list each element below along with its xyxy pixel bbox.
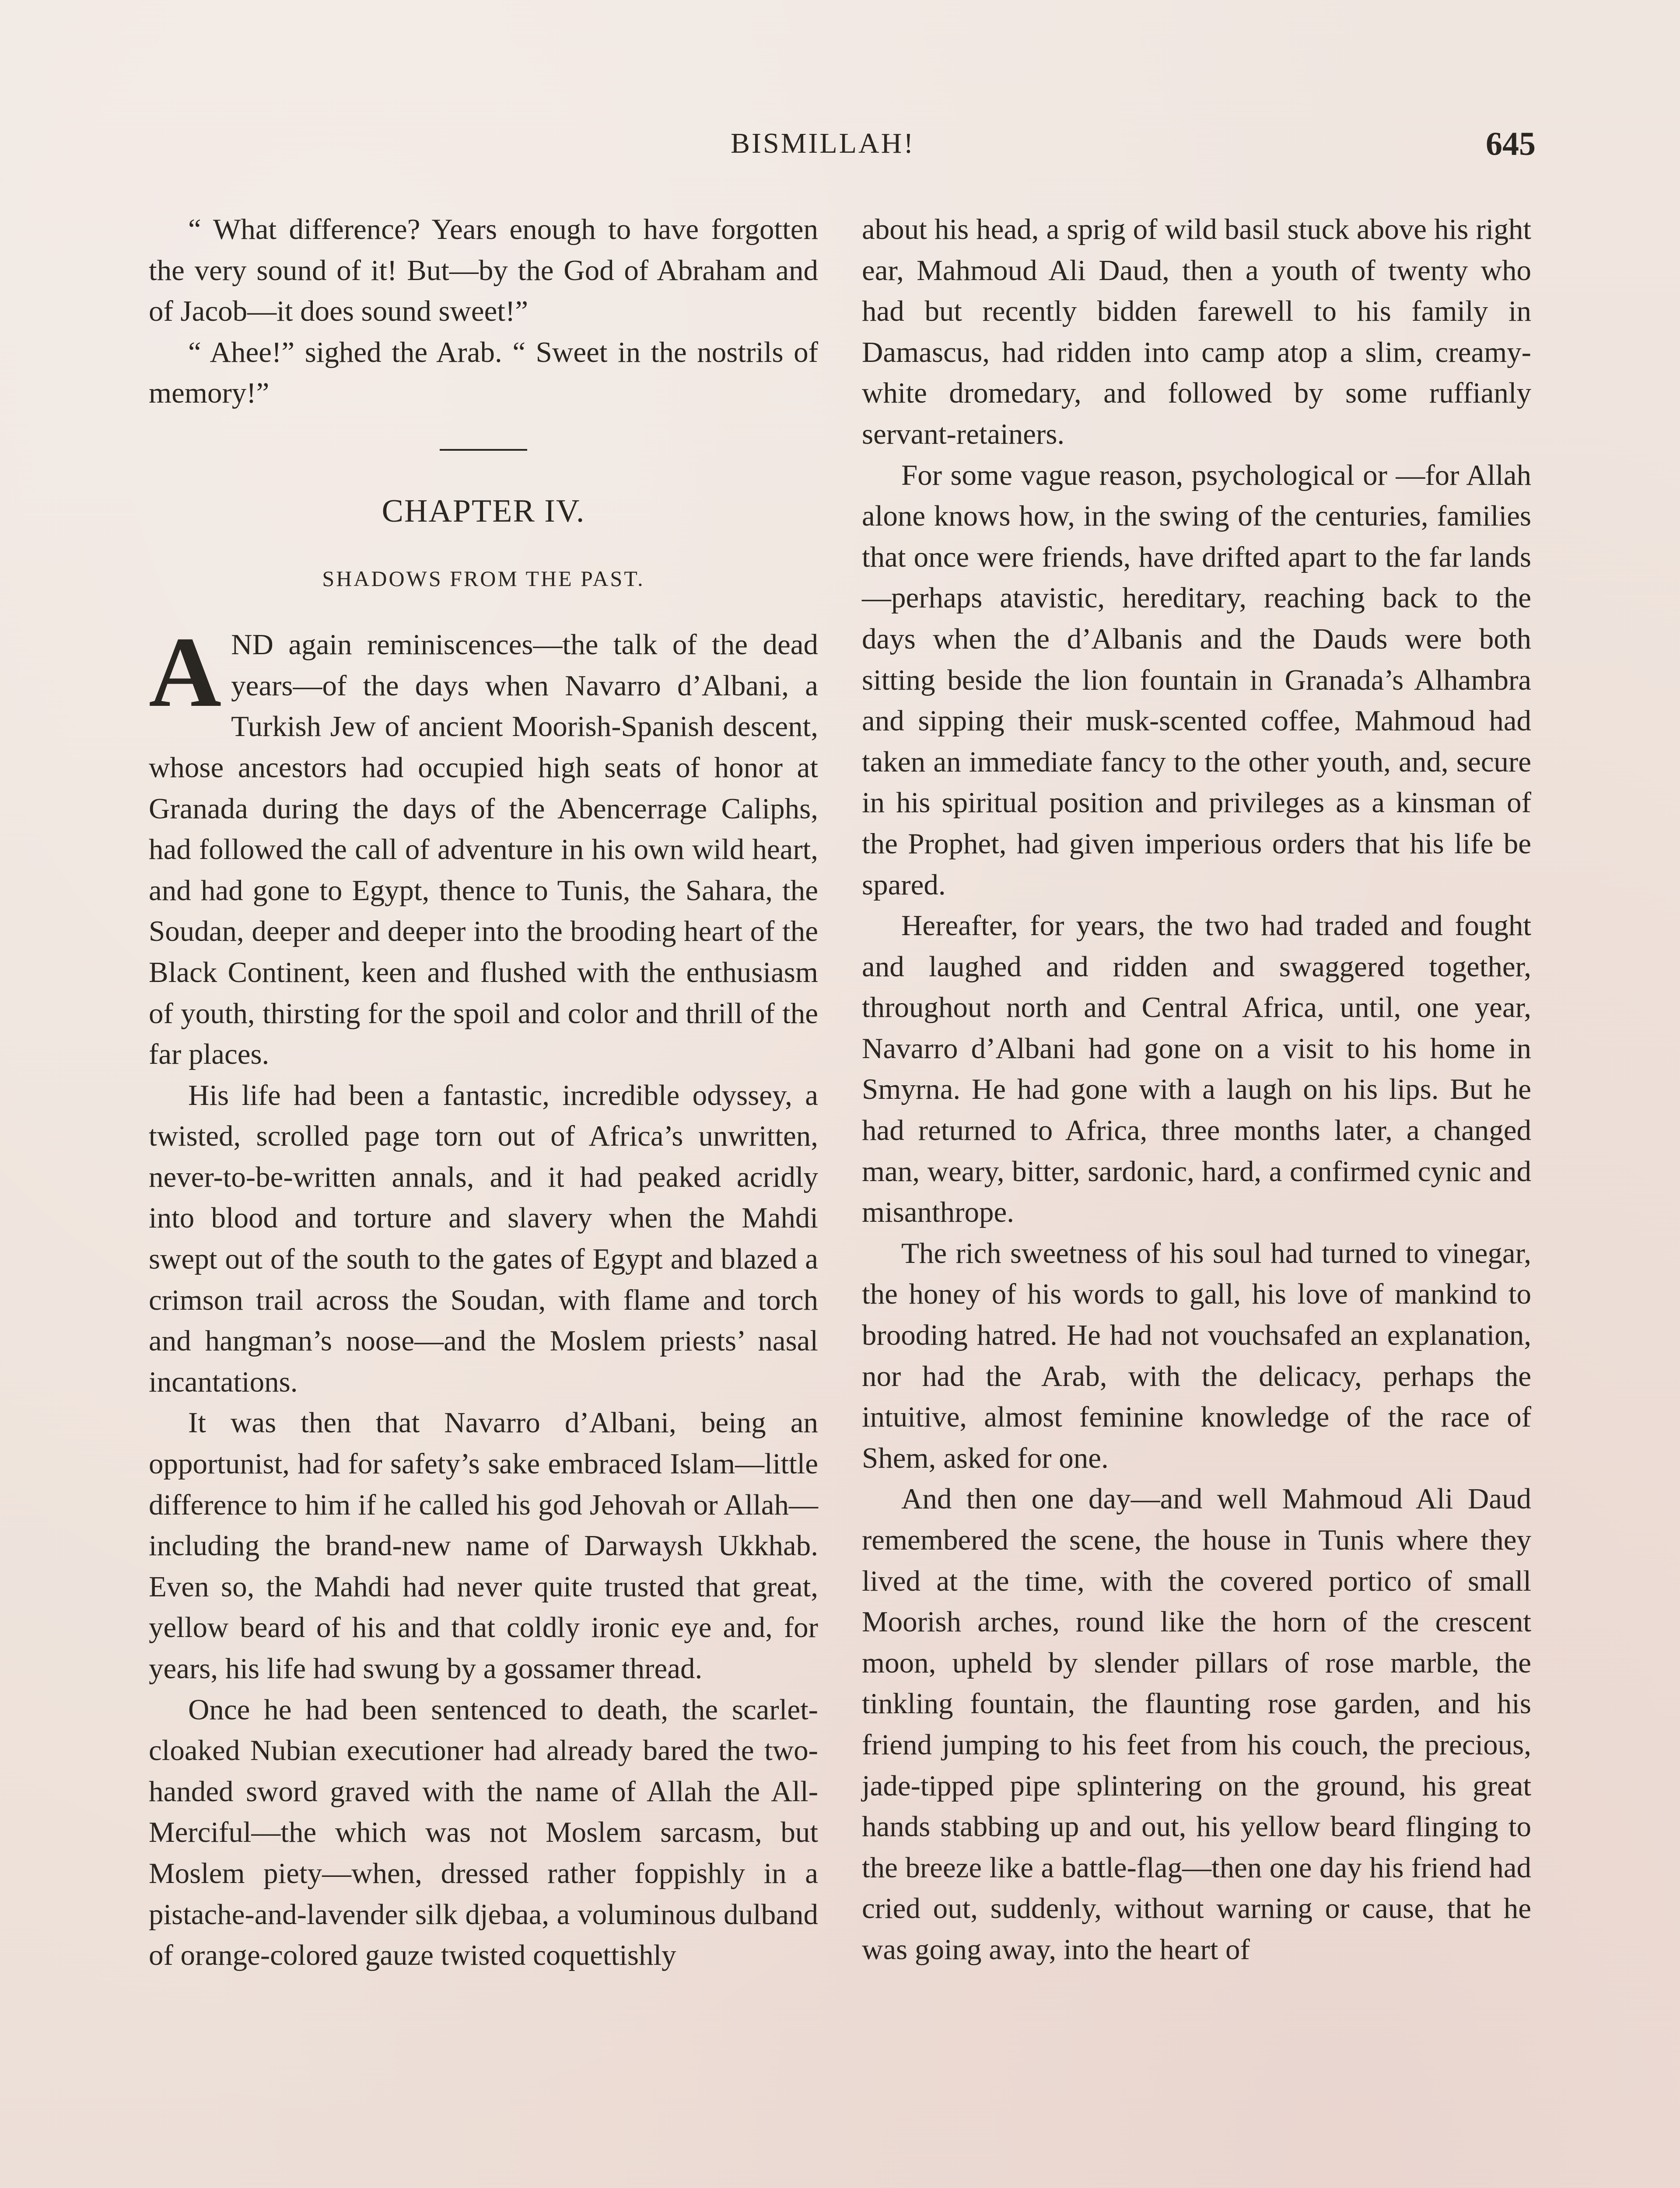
paragraph: The rich sweetness of his soul had turned to vinegar, the honey of his words to gall, his love of mankind to brooding hatred. He had not vouchsafed an explanation, nor had the Arab, with the delicacy, perhaps the intuitive, almost feminine knowledge of the race of Shem, asked for one. — [862, 1237, 1531, 1474]
paragraph: “ What difference? Years enough to have forgotten the very sound of it! But—by the God of Abraham and of Jacob—it does sound sweet!” — [149, 213, 818, 328]
paragraph: about his head, a sprig of wild basil stuck above his right ear, Mahmoud Ali Daud, then a youth of twenty who had but recently bidden farewell to his family in Damascus, had ridden into camp atop a slim, creamy-white dromedary, and followed by some ruffianly servant-retainers. — [862, 213, 1531, 450]
paragraph: “ Ahee!” sighed the Arab. “ Sweet in the nostrils of memory!” — [149, 336, 818, 410]
drop-cap: A — [149, 616, 222, 728]
right-column — [862, 209, 1531, 1971]
running-head — [149, 127, 1536, 171]
paragraph: And then one day—and well Mahmoud Ali Daud remembered the scene, the house in Tunis where they lived at the time, with the covered portico of small Moorish arches, round like the horn of the crescent moon, upheld by slender pillars of rose marble, the tinkling fountain, the flaunting rose garden, and his friend jumping to his feet from his couch, the precious, jade-tipped pipe splintering on the ground, his great hands stabbing up and out, his yellow beard flinging to the breeze like a battle-flag—then one day his friend had cried out, suddenly, without warning or cause, that he was going away, into the heart of — [862, 1483, 1531, 1966]
paragraph: It was then that Navarro d’Albani, being an opportunist, had for safety’s sake embraced Islam—little difference to him if he called his god Jehovah or Allah—including the brand-new name of Darwaysh Ukkhab. Even so, the Mahdi had never quite trusted that great, yellow beard of his and that coldly ironic eye and, for years, his life had swung by a gossamer thread. — [149, 1406, 818, 1685]
chapter-subtitle: SHADOWS FROM THE PAST. — [322, 566, 645, 591]
opening-paragraph — [149, 616, 818, 1075]
running-title: BISMILLAH! — [731, 127, 915, 159]
page-number: 645 — [1486, 126, 1536, 162]
section-divider — [440, 449, 527, 451]
left-column — [149, 209, 818, 1976]
paragraph: For some vague reason, psychological or —for Allah alone knows how, in the swing of the centuries, families that once were friends, have drifted apart to the far lands —perhaps atavistic, hereditary, reaching back to the days when the d’Albanis and the Dauds were both sitting beside the lion fountain in Granada’s Alhambra and sipping their musk-scented coffee, Mahmoud had taken an immediate fancy to the other youth, and, secure in his spiritual position and privileges as a kinsman of the Prophet, had given imperious orders that his life be spared. — [862, 459, 1531, 901]
chapter-title: CHAPTER IV. — [382, 493, 585, 529]
paragraph: Once he had been sentenced to death, the scarlet-cloaked Nubian executioner had already bared the two-handed sword graved with the name of Allah the All-Merciful—the which was not Moslem sarcasm, but Moslem piety—when, dressed rather foppishly in a pistache-and-lavender silk djebaa, a voluminous dulband of orange-colored gauze twisted coquettishly — [149, 1693, 818, 1972]
paragraph: His life had been a fantastic, incredible odyssey, a twisted, scrolled page torn out of Africa’s unwritten, never-to-be-written annals, and it had peaked acridly into blood and torture and slavery when the Mahdi swept out of the south to the gates of Egypt and blazed a crimson trail across the Soudan, with flame and torch and hangman’s noose—and the Moslem priests’ nasal incantations. — [149, 1079, 818, 1398]
paragraph: Hereafter, for years, the two had traded and fought and laughed and ridden and swaggered together, throughout north and Central Africa, until, one year, Navarro d’Albani had gone on a visit to his home in Smyrna. He had gone with a laugh on his lips. But he had returned to Africa, three months later, a changed man, weary, bitter, sardonic, hard, a confirmed cynic and misanthrope. — [862, 909, 1531, 1229]
opening-paragraph-text: ND again reminiscences—the talk of the dead years—of the days when Navarro d’Albani, a Turkish Jew of ancient Moorish-Spanish descent, whose ancestors had occupied high seats of honor at Granada during the days of the Abencerrage Caliphs, had followed the call of adventure in his own wild heart, and had gone to Egypt, thence to Tunis, the Sahara, the Soudan, deeper and deeper into the brooding heart of the Black Continent, keen and flushed with the enthusiasm of youth, thirsting for the spoil and color and thrill of the far places. — [149, 628, 818, 1071]
